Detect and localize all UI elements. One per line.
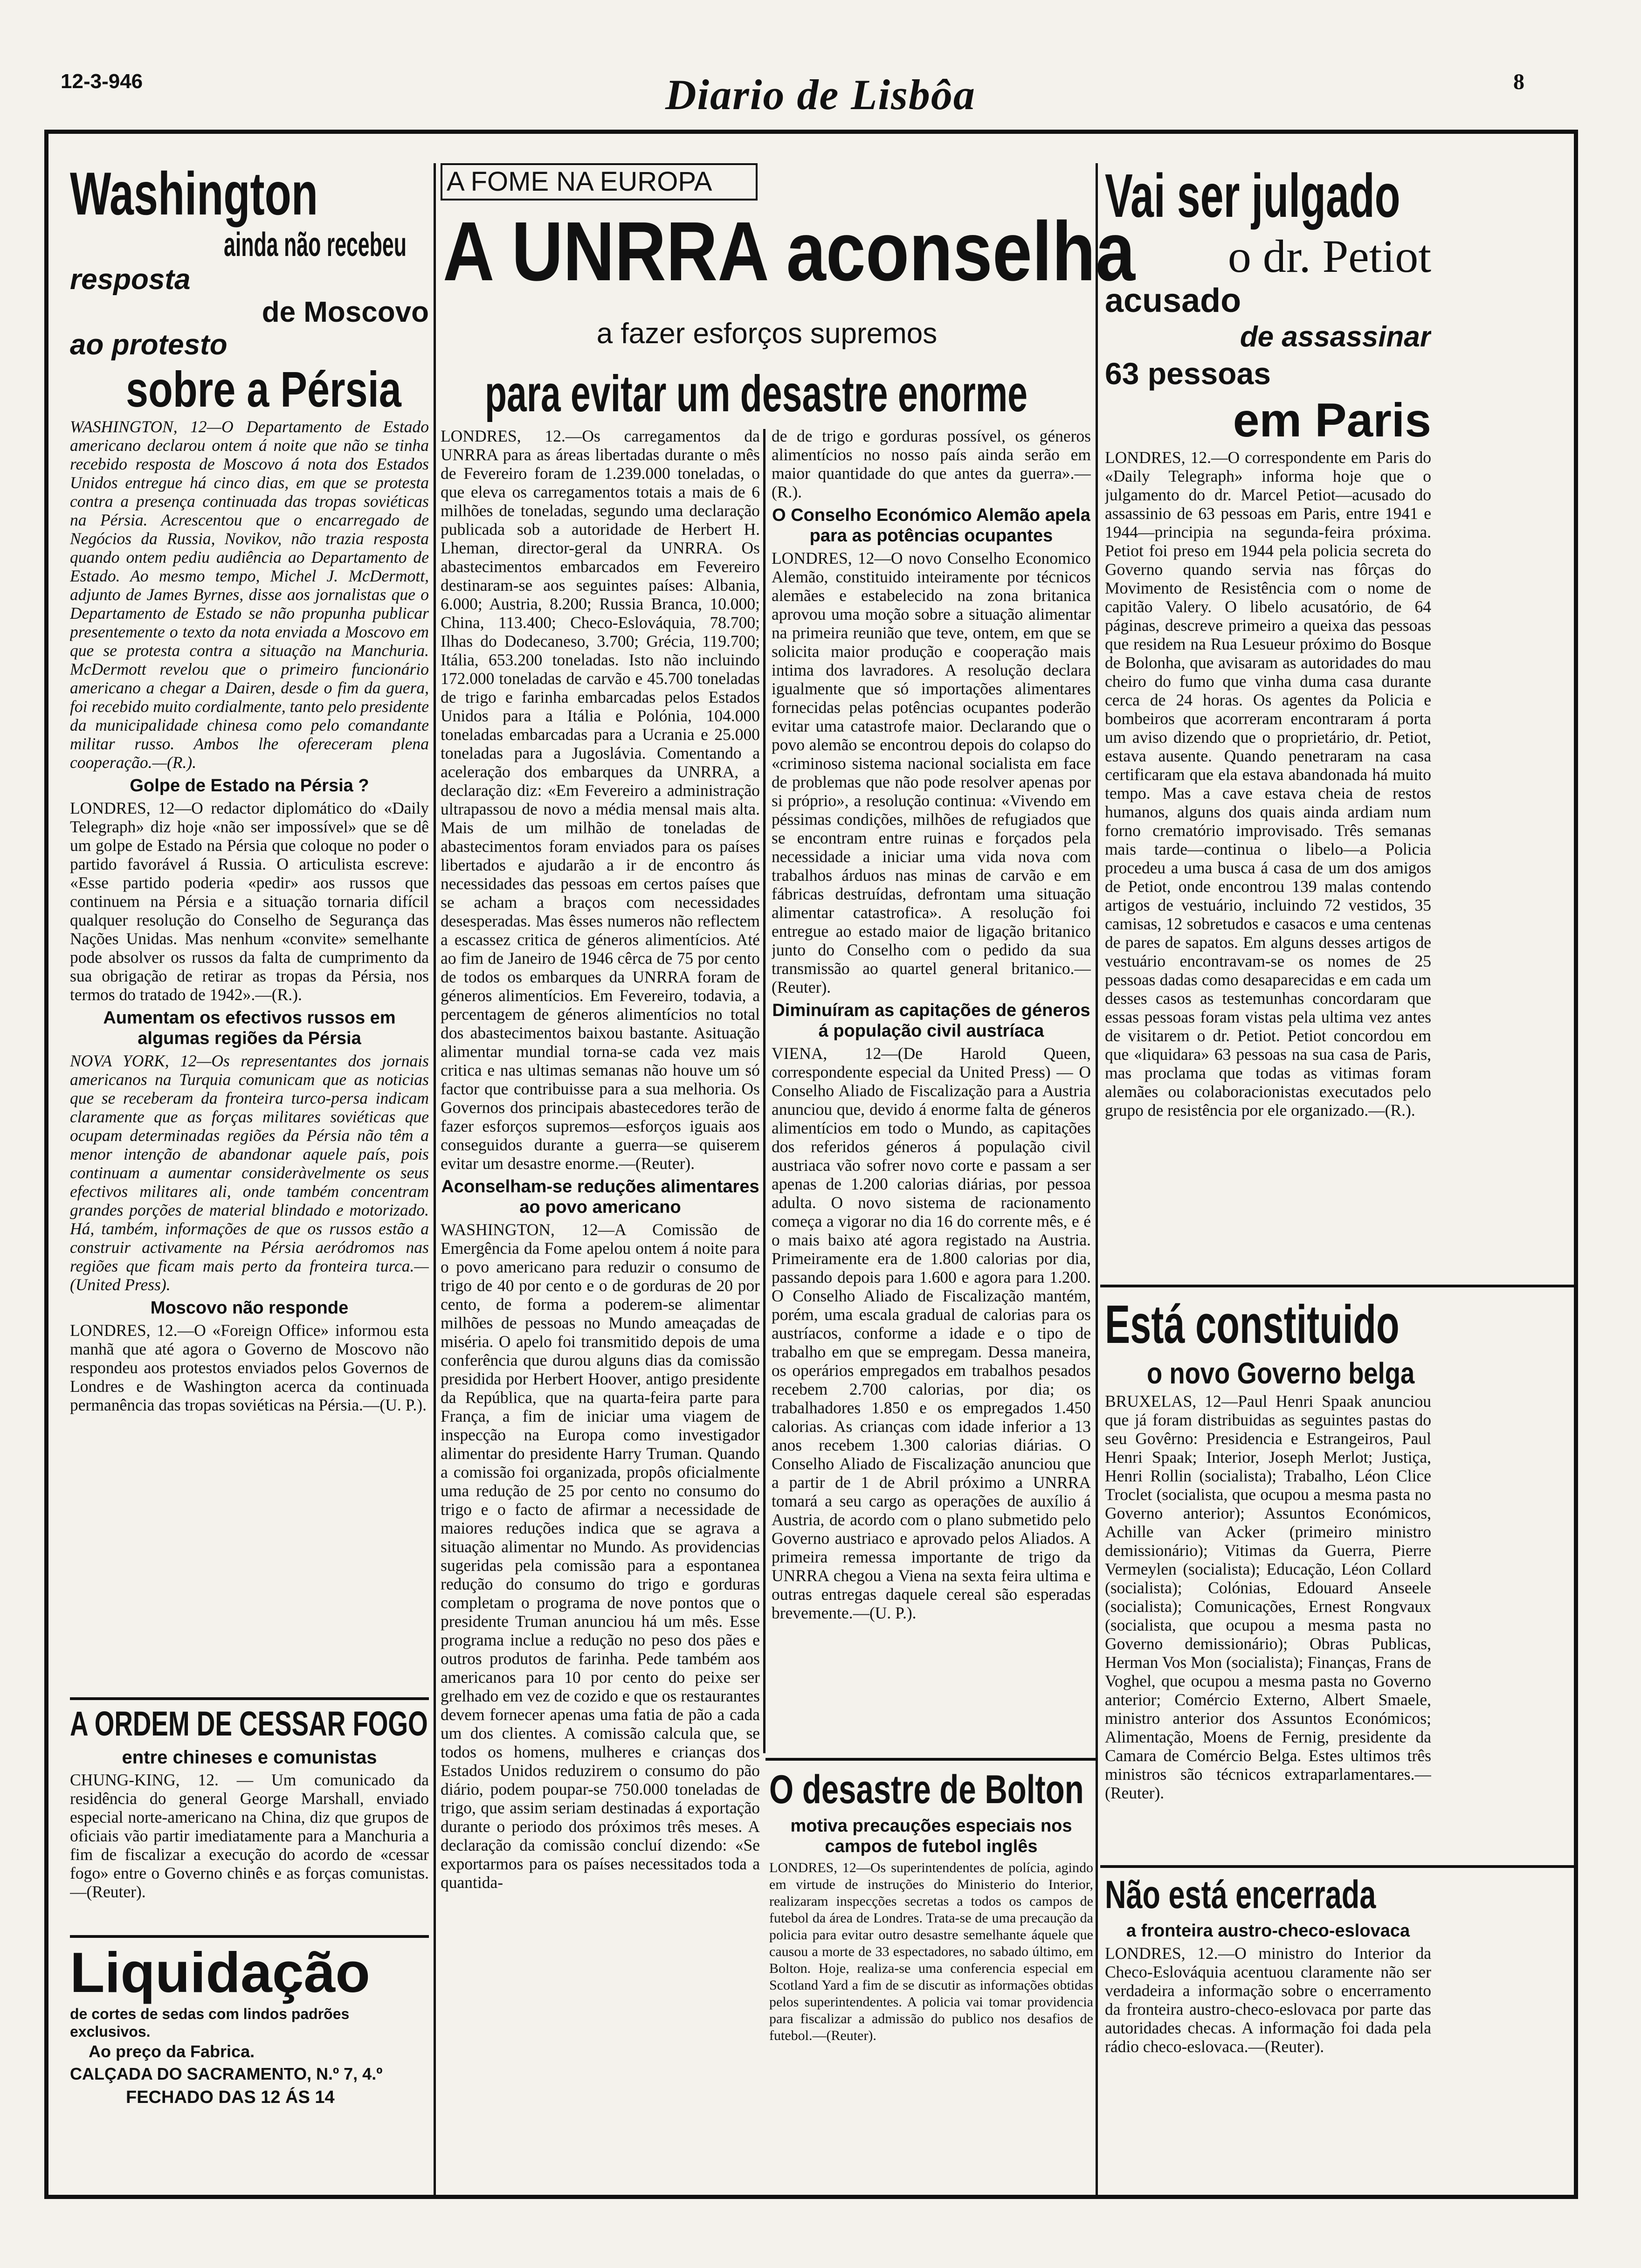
headline-governo-belga: o novo Governo belga <box>1147 1356 1415 1390</box>
subhead-diminuiram: Diminuíram as capitações de géneros á população civil austríaca <box>772 1001 1090 1041</box>
ad-title: Liquidação <box>70 1941 370 2004</box>
headline-esta-constituido: Está constituido <box>1105 1294 1400 1355</box>
encerrada-text: LONDRES, 12.—O ministro do Interior da Checo-Eslováquia acentuou claramente não ser verdadeira a informação sobre o encerramento da fronteira austro-checo-eslovaca por parte das autoridades checas. A informação foi dada pela rádio checo-eslovaca.—(Reuter). <box>1105 1944 1431 2056</box>
ad-line-4: FECHADO DAS 12 ÁS 14 <box>126 2088 335 2107</box>
subhead-efectivos: Aumentam os efectivos russos em algumas regiões da Pérsia <box>103 1008 396 1048</box>
subhead-reducoes: Aconselham-se reduções alimentares ao povo americano <box>441 1177 759 1217</box>
bolton-text: LONDRES, 12—Os superintendentes de polícia, agindo em virtude de instruções do Ministerio do Interior, realizaram inspecções secretas a todos os campos de futebol da área de Londres. Trata-se de uma precaução da policia para evitar outro desastre semelhante áquele que causou a morte de 33 espectadores, no sabado último, em Bolton. Hoje, realiza-se uma conferencia especial em Scotland Yard a fim de se discutir as informações obtidas pelos superintendentes. A policia vai tomar providencia para fiscalizar a admissão do publico nos desafios de futebol.—(Reuter). <box>769 1860 1093 2043</box>
efectivos-text: NOVA YORK, 12—Os representantes dos jornais americanos na Turquia comunicam que as noticias que se receberam da fronteira turco-persa indicam claramente que as forças militares soviéticas que ocupam determinadas regiões da Pérsia não têm a menor intenção de abandonar aquele país, pois continuam a aumentar consideràvelmente os seus efectivos militares ali, onde também concentram grandes porções de material blindado e motorizado. Há, também, informações de que os russos estão a construir activamente na Pérsia aeródromos nas regiões que ficam mais perto da fronteira turca.—(United Press). <box>70 1051 429 1294</box>
headline-63-pessoas: 63 pessoas <box>1105 356 1271 391</box>
story-belga <box>1105 1294 1431 1881</box>
golpe-text: LONDRES, 12—O redactor diplomático do «Daily Telegraph» diz hoje «não ser impossível» que se dê um golpe de Estado na Pérsia que coloque no poder o partido favorável á Russia. O articulista escreve: «Esse partido poderia «pedir» aos russos que continuem na Pérsia e a situação tornaria difícil qualquer resolução do Conselho de Segurança das Nações Unidas. Mas nenhum «convite» semelhante pode absolver os russos da falta de cumprimento da sua obrigação de retirar as tropas da Pérsia, nos termos do tratado de 1942».—(R.). <box>70 799 429 1004</box>
headline-ordem: A ORDEM DE CESSAR FOGO <box>70 1704 428 1743</box>
column-rule-1 <box>434 163 436 2196</box>
ordem-text: CHUNG-KING, 12. — Um comunicado da residência do general George Marshall, enviado especial norte-americano na China, diz que grupos de oficiais vão partir imediatamente para a Manchuria a fim de fiscalizar a execução do acordo de «cessar fogo» entre o Governo chinês e as forças comunistas.—(Reuter). <box>70 1770 429 1901</box>
subhead-moscovo-nao-responde: Moscovo não responde <box>150 1298 349 1318</box>
story-encerrada <box>1105 1872 1431 2194</box>
headline-desastre: para evitar um desastre enorme <box>485 365 1028 422</box>
headline-bolton: O desastre de Bolton <box>769 1767 1084 1812</box>
headline-persia: sobre a Pérsia <box>126 361 401 417</box>
petiot-text: LONDRES, 12.—O correspondente em Paris do «Daily Telegraph» informa hoje que o julgamento do dr. Marcel Petiot—acusado do assassinio de 63 pessoas em Paris, entre 1941 e 1944—principia na segunda-feira próxima. Petiot foi preso em 1944 pela policia secreta do Governo quando servia nas fôrças do Movimento de Resistência com o nome de capitão Valery. O libelo acusatório, de 64 páginas, descreve primeiro a queixa das pessoas que residem na Rua Lesueur próximo do Bosque de Bolonha, que avisaram as autoridades do mau cheiro do fumo que vinha duma casa durante cerca de 24 horas. Os agentes da Policia e bombeiros que acorreram encontraram á porta um aviso dizendo que o proprietário, dr. Petiot, estava ausente. Quando penetraram na casa certificaram que ela estava abandonada há muito tempo. Mas a cave estava cheia de restos humanos, alguns dos quais ainda ardiam num forno crematório improvisado. Três semanas mais tarde—continua o libelo—a Policia procedeu a uma busca á casa de um dos amigos de Petiot, onde encontrou 139 malas contendo artigos de vestuário, incluindo 72 vestidos, 35 camisas, 12 sobretudos e casacos e uma centenas de pares de sapatos. Em alguns desses artigos de vestuário encontravam-se os nomes de 25 pessoas dadas como desaparecidas e em cada um desses casos as testemunhas concordaram que essas pessoas foram vistas pela ultima vez antes de visitarem o dr. Petiot. Petiot concordou em que «liquidara» 63 pessoas na sua casa de Paris, mas proclama que todas as vitimas foram alemães ou colaboracionistas executados pelo grupo de resistência por ele organizado.—(R.). <box>1105 448 1431 1120</box>
ad-line-3: CALÇADA DO SACRAMENTO, N.º 7, 4.º <box>70 2064 383 2083</box>
headline-ainda: ainda não recebeu <box>224 226 407 263</box>
subhead-fronteira: a fronteira austro-checo-eslovaca <box>1126 1921 1410 1941</box>
headline-esforcos: a fazer esforços supremos <box>596 318 938 350</box>
story-ordem <box>70 1704 429 1947</box>
moscovo-text: LONDRES, 12.—O «Foreign Office» informou esta manhã que até agora o Governo de Moscovo não respondeu aos protestos enviados pelos Governos de Londres e de Washington acerca da continuada permanência das tropas soviéticas na Pérsia.—(U. P.). <box>70 1321 429 1414</box>
story-persia-text: WASHINGTON, 12—O Departamento de Estado americano declarou ontem á noite que não se tinha recebido resposta de Moscovo á nota dos Estados Unidos entregue há cinco dias, em que se protesta contra a presença continuada das tropas soviéticas na Pérsia. Acrescentou que o encarregado de Negócios da Russia, Novikov, não trazia resposta quando ontem pediu audiência ao Departamento de Estado. Ao mesmo tempo, Michel J. McDermott, adjunto de James Byrnes, disse aos jornalistas que o Departamento de Estado se não propunha publicar presentemente o texto da nota enviada a Moscovo em que se protesta contra a situação na Manchuria. McDermott revelou que o primeiro funcionário americano a chegar a Dairen, desde o fim da guera, foi recebido muito cordialmente, tanto pelo presidente da municipalidade chinesa como pelo comandante militar russo. Ambos lhe ofereceram plena cooperação.—(R.). <box>70 417 429 772</box>
headline-em-paris: em Paris <box>1233 394 1431 447</box>
column-rule-3 <box>1096 163 1098 2196</box>
subhead-golpe: Golpe de Estado na Pérsia ? <box>130 776 369 795</box>
headline-washington: Washington <box>70 161 318 228</box>
headline-petiot: o dr. Petiot <box>1227 230 1431 282</box>
column-2 <box>441 427 760 2194</box>
column-rule-2 <box>763 429 765 1753</box>
ad-line-1: de cortes de sedas com lindos padrões exclusivos. <box>70 2005 350 2040</box>
headline-moscovo: de Moscovo <box>262 296 429 328</box>
rule-bolton <box>765 1758 1096 1761</box>
diminuiram-text: VIENA, 12—(De Harold Queen, correspondente especial da United Press) — O Conselho Aliado de Fiscalização para a Austria anunciou que, devido á enorme falta de géneros alimentícios em todo o Mundo, as capitações dos referidos géneros á população civil austriaca vão sofrer novo corte e passam a ser apenas de 1.200 calorias diárias, por pessoa adulta. O novo sistema de racionamento começa a vigorar no dia 16 do corrente mês, e é o mais baixo até agora registado na Austria. Primeiramente era de 1.800 calorias por dia, passando depois para 1.600 e agora para 1.200. O Conselho Aliado de Fiscalização mantém, porém, uma escala gradual de calorias para os austríacos, conforme a idade e o tipo de trabalho em que se empregam. Dessa maneira, os operários empregados em trabalhos pesados recebem 2.700 calorias, por dia; os trabalhadores 1.850 e os empregados 1.450 calorias. As crianças com idade inferior a 13 anos recebem 1.300 calorias diárias. O Conselho Aliado de Fiscalização anunciou que a partir de 1 de Abril próximo a UNRRA tomará a seu cargo as operações de auxílio á Austria, de acordo com o plano submetido pelo Governo austriaco e aprovado pelos Aliados. A primeira remessa importante de trigo da UNRRA chegou a Viena na sexta feira ultima e outras entregas daquele cereal são esperadas brevemente.—(U. P.). <box>772 1044 1091 1622</box>
page-number: 8 <box>1513 69 1524 94</box>
advertisement <box>70 1940 434 2192</box>
reducoes-text: WASHINGTON, 12—A Comissão de Emergência da Fome apelou ontem á noite para o povo americano para reduzir o consumo de trigo de 40 por cento e o de gorduras de 20 por cento, de forma a poderem-se alimentar milhões de pessoas no Mundo ameaçadas de miséria. O apelo foi transmitido depois de uma conferência que durou alguns dias da comissão presidida por Herbert Hoover, antigo presidente da República, que na quarta-feira parte para França, a fim de iniciar uma viagem de inspecção na Europa como investigador alimentar do presidente Harry Truman. Quando a comissão foi organizada, propôs oficialmente uma redução de 25 por cento no consumo do trigo e o facto de afirmar a necessidade de maiores reduções indica que se agrava a situação alimentar no Mundo. As providencias sugeridas pela comissão para a espontanea redução do consumo do trigo e gorduras completam o programa de nove pontos que o presidente Truman anunciou há um mês. Esse programa inclue a redução no peso dos pães e outros produtos de farinha. Pede também aos americanos para 10 por cento do peixe ser grelhado em vez de cozido e que os restaurantes devem fornecer apenas uma fatia de pão a cada um dos clientes. A comissão calcula que, se todos os homens, mulheres e crianças dos Estados Unidos reduzirem o consumo do pão diário, podem poupar-se 750.000 toneladas de trigo, que assim seriam destinadas á exportação durante o periodo dos próximos três meses. A declaração da comissão concluí dizendo: «Se exportarmos para os países necessitados toda a quantida- <box>441 1220 760 1892</box>
column-4 <box>1105 161 1431 1247</box>
belga-text: BRUXELAS, 12—Paul Henri Spaak anunciou que já foram distribuidas as seguintes pastas do seu Govêrno: Presidencia e Estrangeiros, Paul Henri Spaak; Interior, Joseph Merlot; Justiça, Henri Rollin (socialista); Trabalho, Léon Clice Troclet (socialista, que ocupou a mesma pasta no Governo anterior); Assuntos Económicos, Achille van Acker (primeiro ministro demissionário); Vitimas da Guerra, Pierre Vermeylen (socialista); Educação, Léon Collard (socialista); Colónias, Edouard Anseele (socialista); Comunicações, Ernest Rongvaux (socialista, que ocupou a mesma pasta no Governo demissionário); Obras Publicas, Herman Vos Mon (socialista); Finanças, Frans de Voghel, que ocupou a mesma pasta no Governo anterior; Comércio Externo, Albert Smaele, ministro anterior dos Assuntos Económicos; Alimentação, Moens de Fernig, presidente da Camara de Comércio Belga. Estes ultimos três ministros são técnicos extraparlamentares.—(Reuter). <box>1105 1392 1431 1802</box>
newspaper-title: Diario de Lisbôa <box>665 71 976 118</box>
ad-line-2: Ao preço da Fabrica. <box>89 2042 255 2061</box>
unrra-text: LONDRES, 12.—Os carregamentos da UNRRA para as áreas libertadas durante o mês de Fevereiro foram de 1.239.000 toneladas, o que eleva os carregamentos totais a mais de 6 milhões de toneladas, segundo uma declaração publicada sob a autoridade de Herbert H. Lheman, director-geral da UNRRA. Os abastecimentos embarcados em Fevereiro destinaram-se aos seguintes países: Albania, 6.000; Austria, 8.200; Russia Branca, 10.000; China, 113.400; Checo-Eslováquia, 78.700; Ilhas do Dodecaneso, 3.700; Grécia, 119.700; Itália, 653.200 toneladas. Isto não incluindo 172.000 toneladas de carvão e 45.700 toneladas de trigo e farinha embarcadas pelos Estados Unidos para a Itália e Polónia, 104.000 toneladas embarcadas para a Ucrania e 25.000 toneladas para a Jugoslávia. Comentando a aceleração dos embarques da UNRRA, a declaração diz: «Em Fevereiro a administração ultrapassou de novo a média mensal mais alta. Mais de um milhão de toneladas de abastecimentos foram enviados para os países libertados e ajudarão a ir de encontro ás necessidades das pessoas em certos países que se acham a braços com necessidades desesperadas. Mas êsses numeros não reflectem a escassez critica de géneros alimentícios. Até ao fim de Janeiro de 1946 cêrca de 75 por cento de todos os embarques da UNRRA foram de géneros alimentícios. Em Fevereiro, todavia, a percentagem de géneros alimentícios no total dos abastecimentos baixou bastante. Asituação alimentar mundial torna-se cada vez mais critica e nas ultimas semanas não houve um só factor que contribuisse para a sua melhoria. Os Governos dos principais abastecedores terão de fazer esforços supremos—esforços iguais aos conseguidos durante a guerra—se quiserem evitar um desastre enorme.—(Reuter). <box>441 427 760 1173</box>
story-bolton <box>769 1767 1093 2196</box>
subhead-ordem: entre chineses e comunistas <box>122 1747 377 1768</box>
kicker-fome: A FOME NA EUROPA <box>447 166 712 197</box>
headline-resposta: resposta <box>70 263 191 296</box>
column-3 <box>772 427 1091 1753</box>
headline-vai-ser-julgado: Vai ser julgado <box>1105 161 1400 230</box>
unrra-text-continued: de de trigo e gorduras possível, os géneros alimentícios no nosso país ainda serão em maior quantidade do que antes da guerra».—(R.). <box>772 427 1091 501</box>
headline-unrra: A UNRRA aconselha <box>443 205 1135 298</box>
subhead-bolton: motiva precauções especiais nos campos de futebol inglês <box>790 1816 1072 1856</box>
issue-date: 12-3-946 <box>61 70 143 93</box>
headline-assassinar: de assassinar <box>1240 321 1431 353</box>
subhead-conselho: O Conselho Económico Alemão apela para as potências ocupantes <box>772 505 1090 546</box>
rule-belga <box>1100 1285 1576 1287</box>
headline-protesto: ao protesto <box>70 329 228 361</box>
headline-acusado: acusado <box>1105 282 1241 319</box>
conselho-text: LONDRES, 12—O novo Conselho Economico Alemão, constituido inteiramente por técnicos alemães e estabelecido na zona britanica aprovou uma moção sobre a situação alimentar na primeira reunião que teve, ontem, em que se solicita maior produção e cooperação mais intima dos lavradores. A resolução declara igualmente que só importações alimentares fornecidas pelas potências ocupantes poderão evitar uma catastrofe maior. Declarando que o povo alemão se encontrou depois do colapso do «criminoso sistema nacional socialista em face de problemas que não pode resolver apenas por si próprio», a resolução continua: «Vivendo em péssimas condições, milhões de refugiados que se encontram entre ruinas e forçados pela necessidade a iniciar uma vida nova com trabalhos árduos nas minas de carvão e em fábricas destruídas, defrontam uma situação alimentar catastrofica». A resolução foi entregue ao estado maior de ligação britanico junto do Conselho com o pedido da sua transmissão ao quartel general britanico.—(Reuter). <box>772 549 1091 996</box>
rule-ordem <box>70 1697 429 1700</box>
headline-nao-esta-encerrada: Não está encerrada <box>1105 1873 1376 1916</box>
rule-encerrada <box>1100 1865 1576 1868</box>
rule-ad <box>70 1935 429 1938</box>
